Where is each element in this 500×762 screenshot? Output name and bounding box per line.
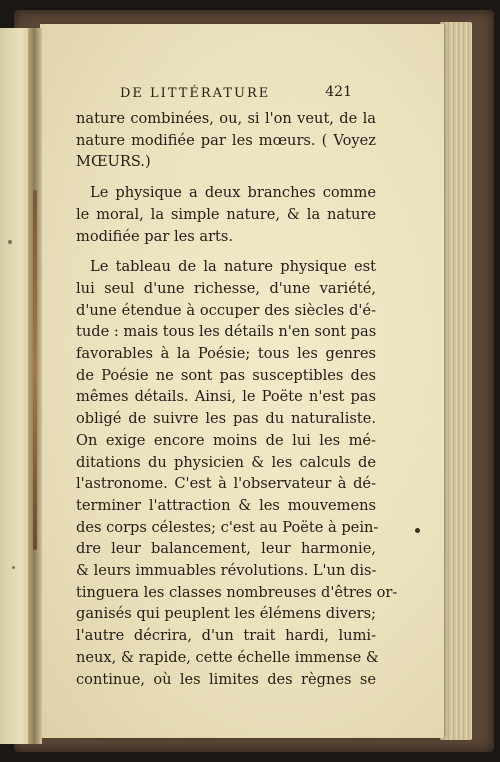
text-line: le moral, la simple nature, & la nature [76, 205, 376, 223]
paragraph-gap [76, 173, 376, 182]
text-line: tude : mais tous les détails n'en sont pas [76, 323, 377, 341]
page-body-text [76, 108, 398, 690]
text-line: ganisés qui peuplent les élémens divers; [76, 605, 376, 623]
text-line: On exige encore moins de lui les mé- [76, 431, 376, 449]
text-line: favorables à la Poésie; tous les genres [76, 345, 376, 363]
text-line: modifiée par les arts. [76, 227, 234, 245]
text-line: Le tableau de la nature physique est [90, 258, 376, 276]
running-head [120, 84, 352, 101]
text-line: ditations du physicien & les calculs de [76, 453, 376, 471]
text-line: & leurs immuables révolutions. L'un dis- [76, 562, 377, 580]
text-line: obligé de suivre les pas du naturaliste. [76, 410, 376, 428]
text-line: d'une étendue à occuper des siècles d'é- [76, 301, 376, 319]
text-line: des corps célestes; c'est au Poëte à pein- [76, 518, 379, 536]
text-line: dre leur balancement, leur harmonie, [76, 540, 376, 558]
text-line: tinguera les classes nombreuses d'êtres or- [76, 583, 398, 601]
text-line: de Poésie ne sont pas susceptibles des [76, 366, 376, 384]
text-line: Le physique a deux branches comme [90, 184, 376, 202]
paper-speck [415, 528, 420, 533]
text-line: nature modifiée par les mœurs. ( Voyez [76, 131, 376, 149]
paragraph-gap [76, 247, 376, 256]
running-head-title: DE LITTÉRATURE [120, 86, 271, 101]
text-line: l'autre décrira, d'un trait hardi, lumi- [76, 627, 376, 645]
paper-speck [8, 240, 12, 244]
page-edges [440, 22, 472, 740]
text-line: continue, où les limites des règnes se [76, 670, 376, 688]
binding-thread [33, 190, 37, 550]
text-line: lui seul d'une richesse, d'une variété, [76, 279, 376, 297]
text-line: mêmes détails. Ainsi, le Poëte n'est pas [76, 388, 376, 406]
text-line: nature combinées, ou, si l'on veut, de la [76, 110, 376, 127]
page-number: 421 [325, 84, 352, 100]
paper-speck [12, 566, 15, 569]
text-line: neux, & rapide, cette échelle immense & [76, 648, 379, 666]
text-line: MŒURS.) [76, 153, 151, 171]
text-line: l'astronome. C'est à l'observateur à dé- [76, 475, 376, 493]
text-line: terminer l'attraction & les mouvemens [76, 496, 376, 514]
